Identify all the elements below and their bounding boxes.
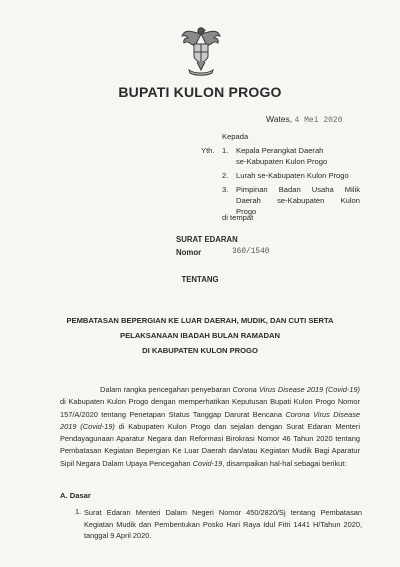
body-text-italic: Corona Virus Disease 2019 (Covid-19) (60, 409, 360, 431)
body-paragraph (60, 384, 360, 470)
nomor-value: 360/1540 (232, 248, 270, 256)
letter-type: SURAT EDARAN (176, 235, 238, 244)
body-text: di Kabupaten Kulon Progo dan sejalan dengan Surat Edaran Menteri Pendayagunaan Aparatur Negara dan Reformasi Birokrasi Nomor 46 Tahun 2020 tentang Pembatasan Kegiatan Bepergian Ke Luar Daerah dan/atau Kegiatan Mudik Bagi Aparatur Sipil Negara Dalam Upaya Pencegahan (60, 421, 360, 468)
tentang-label: TENTANG (181, 275, 219, 284)
date-stamp: 4 Mei 2020 (294, 116, 343, 125)
recipient-number: 3. (222, 185, 229, 194)
di-tempat: di tempat (222, 213, 254, 222)
recipient-line: Pimpinan Badan Usaha Milik (236, 185, 360, 194)
body-text: , disampaikan hal-hal sebagai berikut: (222, 458, 347, 468)
recipient-line: Lurah se-Kabupaten Kulon Progo (236, 171, 349, 180)
page-title: BUPATI KULON PROGO (118, 84, 282, 100)
recipient-line: Daerah se-Kabupaten Kulon (236, 196, 360, 205)
recipient-line: Kepala Perangkat Daerah (236, 146, 324, 155)
body-text-italic: Covid-19 (192, 458, 223, 468)
letter-date (266, 114, 343, 125)
yth-label: Yth. (201, 146, 215, 155)
body-text: Dalam rangka pencegahan penyebaran (100, 385, 233, 394)
kepada-label: Kepada (222, 132, 249, 141)
recipient-line: Progo (236, 207, 257, 216)
list-item: Surat Edaran Menteri Dalam Negeri Nomor 450/2820/Sj tentang Pembatasan Kegiatan Mudik dan Pembentukan Posko Hari Raya Idul Fitri 1441 H/Tahun 2020, tanggal 9 April 2020. (84, 508, 362, 541)
section-heading: A. Dasar (60, 491, 91, 500)
subject-line: PELAKSANAAN IBADAH BULAN RAMADAN (120, 331, 280, 340)
garuda-emblem-icon (179, 24, 223, 78)
body-text: di Kabupaten Kulon Progo dengan memperhatikan Keputusan Bupati Kulon Progo Nomor 157/A/2020 tentang Penetapan Status Tanggap Darurat Bencana (60, 397, 360, 419)
recipient-number: 2. (222, 171, 229, 180)
nomor-label: Nomor (176, 248, 202, 257)
body-text-italic: Corona Virus Disease 2019 (Covid-19) (232, 385, 360, 394)
list-item-number: 1. (75, 507, 82, 516)
recipient-number: 1. (222, 146, 229, 155)
subject-line: PEMBATASAN BEPERGIAN KE LUAR DAERAH, MUDIK, DAN CUTI SERTA (66, 316, 334, 325)
date-place: Wates, (266, 114, 293, 124)
subject-line: DI KABUPATEN KULON PROGO (142, 346, 258, 355)
recipient-line: se-Kabupaten Kulon Progo (236, 157, 328, 166)
